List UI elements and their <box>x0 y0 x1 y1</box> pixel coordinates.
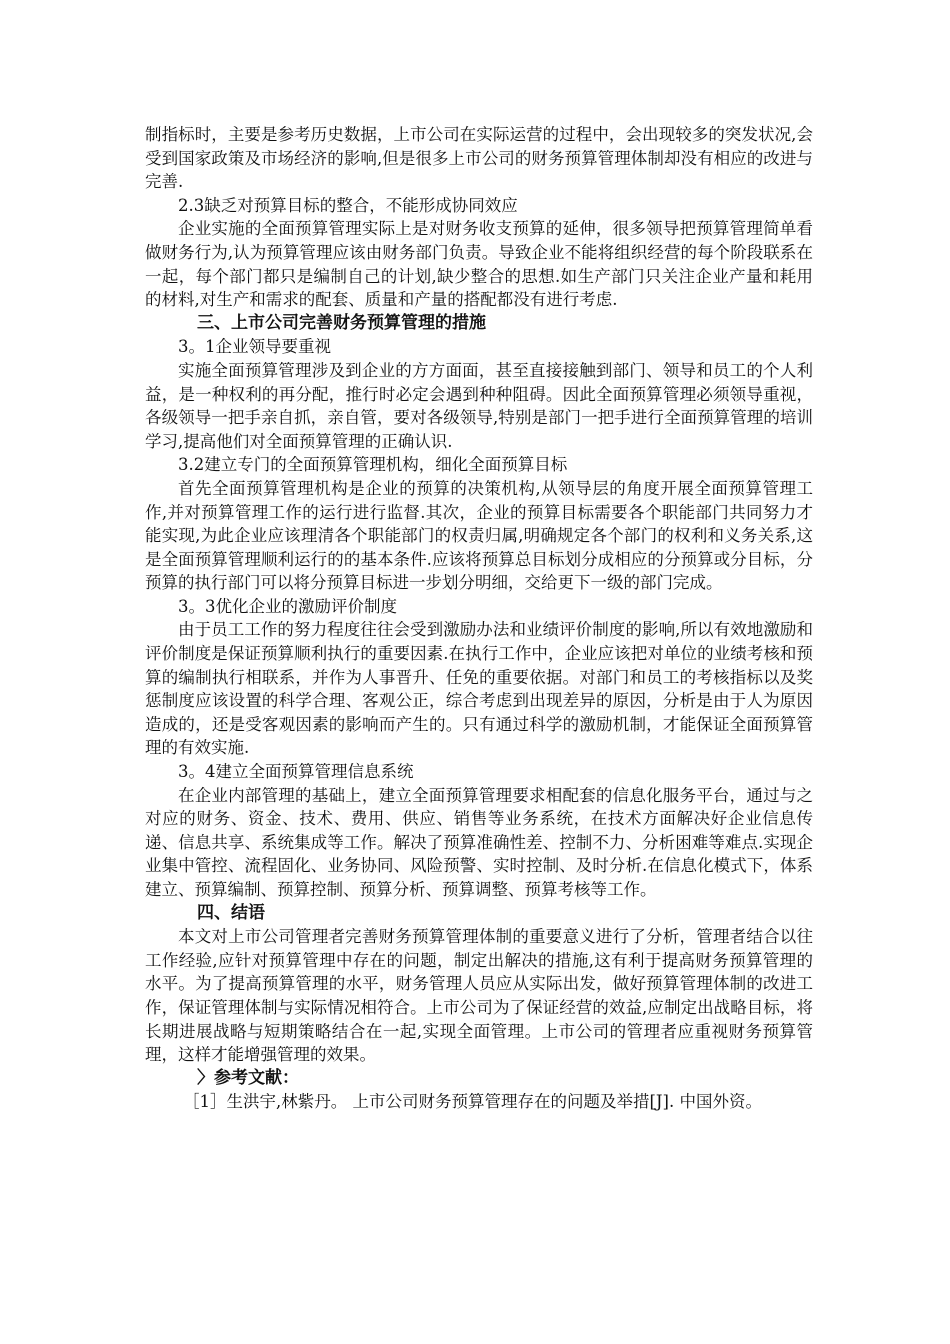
document-page <box>145 123 813 1114</box>
subheading-3-2: 3.2建立专门的全面预算管理机构，细化全面预算目标 <box>178 455 568 475</box>
reference-item-1: ［1］生洪宇,林紫丹。 上市公司财务预算管理存在的问题及举措[J]. 中国外资。 <box>183 1092 762 1112</box>
paragraph-3-4: 在企业内部管理的基础上，建立全面预算管理要求相配套的信息化服务平台，通过与之对应的财务、资金、技术、费用、供应、销售等业务系统，在技术方面解决好企业信息传递、信息共享、系统集成等工作。解决了预算准确性差、控制不力、分析困难等难点.实现企业集中管控、流程固化、业务协同、风险预警、实时控制、及时分析.在信息化模式下，体系建立、预算编制、预算控制、预算分析、预算调整、预算考核等工作。 <box>145 785 813 899</box>
subheading-3-3: 3。3优化企业的激励评价制度 <box>178 596 397 616</box>
references-heading: 〉参考文献： <box>197 1067 299 1088</box>
section-heading-3: 三、上市公司完善财务预算管理的措施 <box>197 312 486 333</box>
paragraph-3-1: 实施全面预算管理涉及到企业的方方面面，甚至直接接触到部门、领导和员工的个人利益，是一种权利的再分配，推行时必定会遇到种种阻碍。因此全面预算管理必须领导重视，各级领导一把手亲自抓，亲自管，要对各级领导,特别是部门一把手进行全面预算管理的培训学习,提高他们对全面预算管理的正确认识. <box>145 360 813 451</box>
paragraph-3-2: 首先全面预算管理机构是企业的预算的决策机构,从领导层的角度开展全面预算管理工作,并对预算管理工作的运行进行监督.其次，企业的预算目标需要各个职能部门共同努力才能实现,为此企业应该理清各个职能部门的权责归属,明确规定各个部门的权利和义务关系,这是全面预算管理顺利运行的的基本条件.应该将预算总目标划分成相应的分预算或分目标，分预算的执行部门可以将分预算目标进一步划分明细，交给更下一级的部门完成。 <box>145 478 813 593</box>
paragraph-3-3: 由于员工工作的努力程度往往会受到激励办法和业绩评价制度的影响,所以有效地激励和评价制度是保证预算顺利执行的重要因素.在执行工作中，企业应该把对单位的业绩考核和预算的编制执行相联系，并作为人事晋升、任免的重要依据。对部门和员工的考核指标以及奖惩制度应该设置的科学合理、客观公正，综合考虑到出现差异的原因，分析是由于人为原因造成的，还是受客观因素的影响而产生的。只有通过科学的激励机制，才能保证全面预算管理的有效实施. <box>145 620 813 758</box>
section-heading-4: 四、结语 <box>197 902 265 923</box>
subheading-3-1: 3。1企业领导要重视 <box>178 337 331 357</box>
subheading-2-3: 2.3缺乏对预算目标的整合，不能形成协同效应 <box>178 195 518 215</box>
subheading-3-4: 3。4建立全面预算管理信息系统 <box>178 762 414 782</box>
paragraph-intro-continuation: 制指标时，主要是参考历史数据，上市公司在实际运营的过程中，会出现较多的突发状况,会受到国家政策及市场经济的影响,但是很多上市公司的财务预算管理体制却没有相应的改进与完善. <box>145 125 813 192</box>
paragraph-conclusion: 本文对上市公司管理者完善财务预算管理体制的重要意义进行了分析，管理者结合以往工作经验,应针对预算管理中存在的问题，制定出解决的措施,这有利于提高财务预算管理的水平。为了提高预算管理的水平，财务管理人员应从实际出发，做好预算管理体制的改进工作，保证管理体制与实际情况相符合。上市公司为了保证经营的效益,应制定出战略目标，将长期进展战略与短期策略结合在一起,实现全面管理。上市公司的管理者应重视财务预算管理，这样才能增强管理的效果。 <box>145 927 813 1065</box>
paragraph-2-3: 企业实施的全面预算管理实际上是对财务收支预算的延伸，很多领导把预算管理简单看做财务行为,认为预算管理应该由财务部门负责。导致企业不能将组织经营的每个阶段联系在一起，每个部门都只是编制自己的计划,缺少整合的思想.如生产部门只关注企业产量和耗用的材料,对生产和需求的配套、质量和产量的搭配都没有进行考虑. <box>145 219 813 310</box>
